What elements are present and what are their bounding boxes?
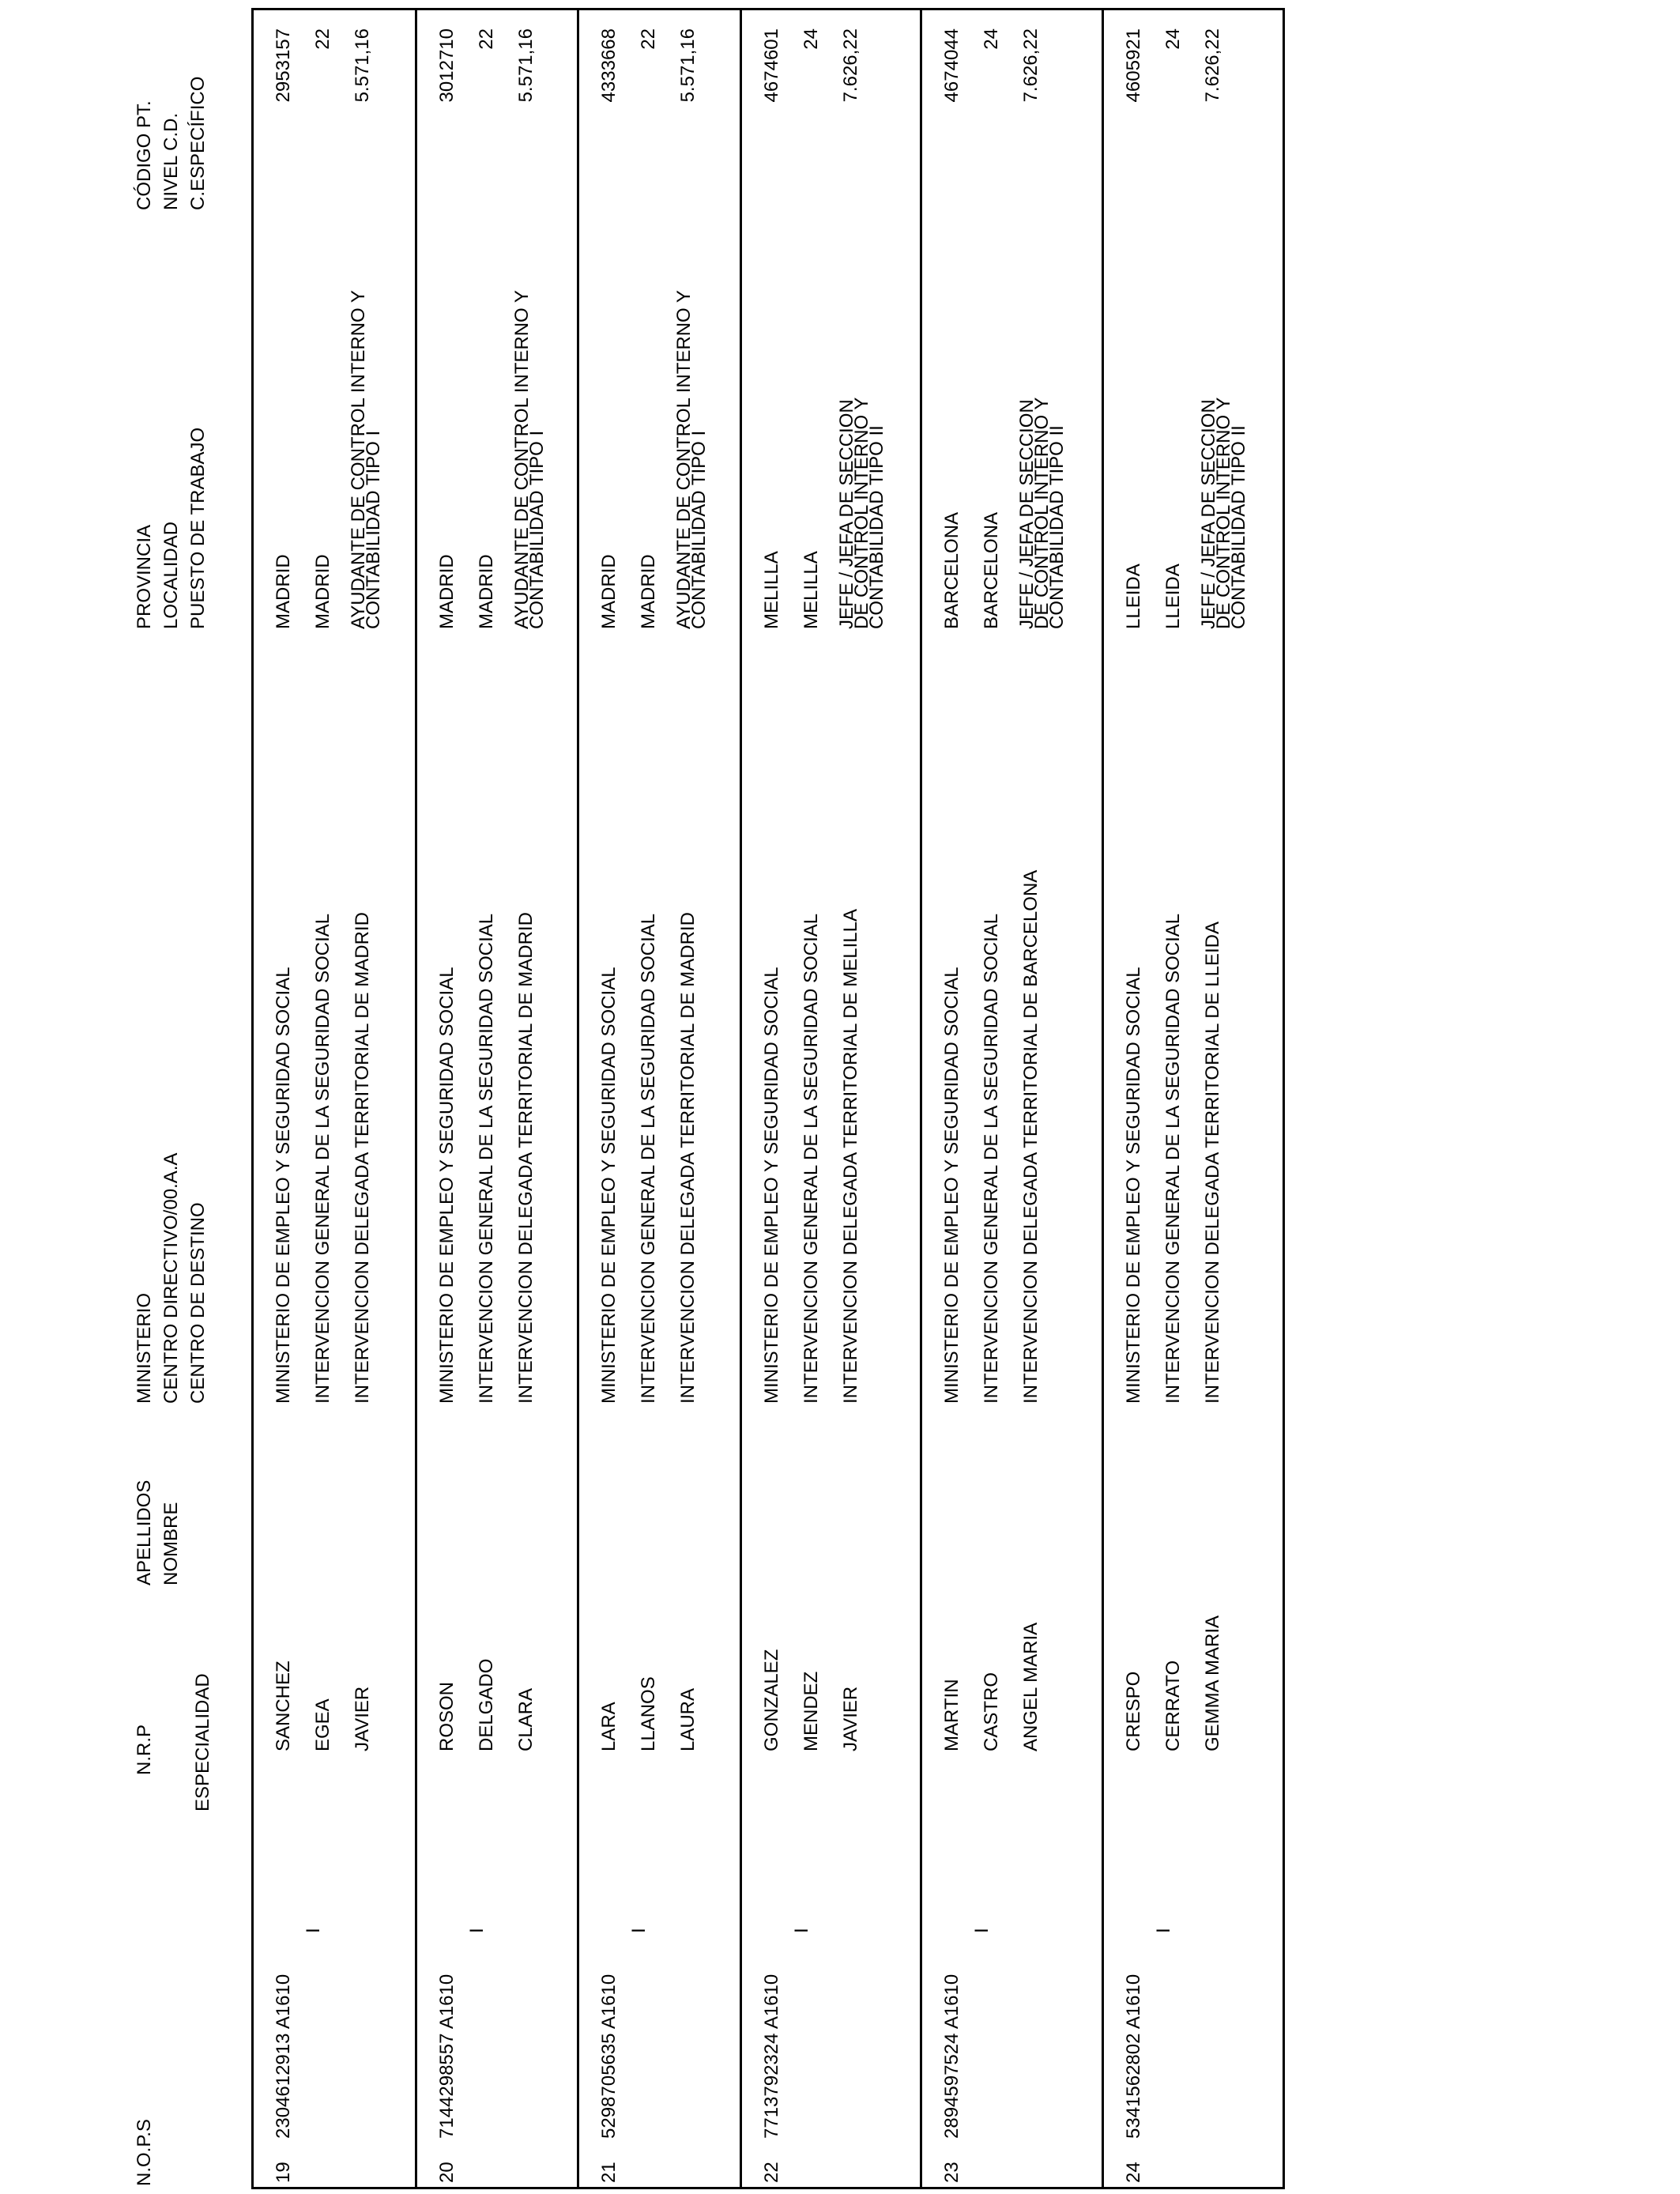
- header-codigo: CÓDIGO PT.: [134, 100, 155, 210]
- cell-centro-destino: INTERVENCION DELEGADA TERRITORIAL DE MELILLA: [840, 909, 861, 1404]
- cell-codigo: 4674044: [941, 28, 962, 103]
- cell-especifico: 7.626,22: [1202, 28, 1223, 103]
- cell-especifico: 5.571,16: [515, 28, 537, 103]
- cell-especialidad: I: [971, 1928, 993, 1933]
- cell-apellido2: CASTRO: [981, 1672, 1002, 1751]
- header-centro-destino: CENTRO DE DESTINO: [187, 1202, 209, 1404]
- row-separator: [415, 8, 417, 2189]
- cell-nombre: CLARA: [515, 1687, 537, 1751]
- cell-apellido2: DELGADO: [476, 1658, 497, 1751]
- cell-nombre: JAVIER: [840, 1686, 861, 1751]
- cell-puesto: AYUDANTE DE CONTROL INTERNO Y CONTABILIDAD TIPO I: [348, 290, 384, 629]
- header-nombre: NOMBRE: [160, 1502, 182, 1585]
- cell-provincia: LLEIDA: [1123, 564, 1144, 629]
- cell-especialidad: I: [1153, 1928, 1174, 1933]
- header-localidad: LOCALIDAD: [160, 521, 182, 629]
- cell-localidad: MADRID: [312, 554, 333, 629]
- cell-nrp: 2894597524 A1610: [941, 1973, 962, 2139]
- cell-especialidad: I: [466, 1928, 488, 1933]
- cell-especifico: 5.571,16: [352, 28, 373, 103]
- cell-apellido1: SANCHEZ: [273, 1661, 294, 1751]
- cell-centro-destino: INTERVENCION DELEGADA TERRITORIAL DE MADRID: [352, 912, 373, 1404]
- row-separator: [920, 8, 922, 2189]
- cell-puesto: AYUDANTE DE CONTROL INTERNO Y CONTABILIDAD TIPO I: [673, 290, 710, 629]
- cell-especifico: 7.626,22: [1020, 28, 1042, 103]
- cell-nrp: 5341562802 A1610: [1123, 1973, 1144, 2139]
- cell-nombre: JAVIER: [352, 1686, 373, 1751]
- header-puesto: PUESTO DE TRABAJO: [187, 427, 209, 629]
- cell-nombre: ANGEL MARIA: [1020, 1622, 1042, 1751]
- cell-nops: 20: [436, 2162, 458, 2183]
- table-border-top: [251, 8, 254, 2189]
- cell-nops: 24: [1123, 2162, 1144, 2183]
- cell-centro-destino: INTERVENCION DELEGADA TERRITORIAL DE BARCELONA: [1020, 869, 1042, 1404]
- cell-apellido1: MARTIN: [941, 1679, 962, 1751]
- cell-nivel: 24: [800, 28, 822, 50]
- cell-apellido2: MENDEZ: [800, 1671, 822, 1751]
- cell-puesto: JEFE / JEFA DE SECCION DE CONTROL INTERNO Y CONTABILIDAD TIPO II: [1198, 398, 1249, 629]
- cell-ministerio: MINISTERIO DE EMPLEO Y SEGURIDAD SOCIAL: [436, 967, 458, 1404]
- cell-especifico: 5.571,16: [677, 28, 699, 103]
- cell-codigo: 4333668: [598, 28, 620, 103]
- cell-nops: 19: [273, 2162, 294, 2183]
- cell-apellido1: ROSON: [436, 1681, 458, 1751]
- cell-centro-directivo: INTERVENCION GENERAL DE LA SEGURIDAD SOCIAL: [981, 913, 1002, 1404]
- cell-ministerio: MINISTERIO DE EMPLEO Y SEGURIDAD SOCIAL: [761, 967, 782, 1404]
- cell-nombre: GEMMA MARIA: [1202, 1615, 1223, 1751]
- cell-nrp: 7144298557 A1610: [436, 1973, 458, 2139]
- cell-centro-directivo: INTERVENCION GENERAL DE LA SEGURIDAD SOCIAL: [312, 913, 333, 1404]
- cell-apellido1: CRESPO: [1123, 1671, 1144, 1751]
- cell-localidad: BARCELONA: [981, 511, 1002, 629]
- cell-provincia: MELILLA: [761, 551, 782, 629]
- cell-centro-destino: INTERVENCION DELEGADA TERRITORIAL DE LLEIDA: [1202, 922, 1223, 1404]
- header-apellidos: APELLIDOS: [134, 1480, 155, 1585]
- row-separator: [740, 8, 742, 2189]
- table-border-right: [251, 8, 1285, 10]
- header-provincia: PROVINCIA: [134, 524, 155, 629]
- cell-centro-destino: INTERVENCION DELEGADA TERRITORIAL DE MADRID: [515, 912, 537, 1404]
- header-ministerio: MINISTERIO: [134, 1292, 155, 1404]
- header-especialidad: ESPECIALIDAD: [192, 1673, 213, 1811]
- table-border-bottom: [1283, 8, 1285, 2189]
- cell-nivel: 24: [981, 28, 1002, 50]
- cell-nivel: 22: [476, 28, 497, 50]
- cell-especialidad: I: [791, 1928, 812, 1933]
- cell-puesto: AYUDANTE DE CONTROL INTERNO Y CONTABILIDAD TIPO I: [511, 290, 548, 629]
- cell-especialidad: I: [303, 1928, 324, 1933]
- cell-ministerio: MINISTERIO DE EMPLEO Y SEGURIDAD SOCIAL: [598, 967, 620, 1404]
- cell-puesto: JEFE / JEFA DE SECCION DE CONTROL INTERNO Y CONTABILIDAD TIPO II: [1016, 398, 1068, 629]
- cell-nops: 23: [941, 2162, 962, 2183]
- cell-apellido2: CERRATO: [1162, 1660, 1184, 1751]
- cell-codigo: 4674601: [761, 28, 782, 103]
- cell-nrp: 7713792324 A1610: [761, 1973, 782, 2139]
- cell-localidad: LLEIDA: [1162, 564, 1184, 629]
- cell-centro-directivo: INTERVENCION GENERAL DE LA SEGURIDAD SOCIAL: [476, 913, 497, 1404]
- cell-localidad: MELILLA: [800, 551, 822, 629]
- cell-codigo: 2953157: [273, 28, 294, 103]
- cell-especifico: 7.626,22: [840, 28, 861, 103]
- cell-puesto: JEFE / JEFA DE SECCION DE CONTROL INTERNO Y CONTABILIDAD TIPO II: [836, 398, 887, 629]
- header-especifico: C.ESPECÍFICO: [187, 76, 209, 210]
- cell-nivel: 24: [1162, 28, 1184, 50]
- cell-ministerio: MINISTERIO DE EMPLEO Y SEGURIDAD SOCIAL: [941, 967, 962, 1404]
- cell-ministerio: MINISTERIO DE EMPLEO Y SEGURIDAD SOCIAL: [273, 967, 294, 1404]
- header-nivel: NIVEL C.D.: [160, 112, 182, 210]
- cell-codigo: 4605921: [1123, 28, 1144, 103]
- cell-nivel: 22: [638, 28, 659, 50]
- header-centro-directivo: CENTRO DIRECTIVO/00.A.A: [160, 1152, 182, 1404]
- cell-centro-directivo: INTERVENCION GENERAL DE LA SEGURIDAD SOCIAL: [638, 913, 659, 1404]
- cell-nivel: 22: [312, 28, 333, 50]
- cell-especialidad: I: [628, 1928, 650, 1933]
- cell-provincia: MADRID: [598, 554, 620, 629]
- cell-apellido2: EGEA: [312, 1698, 333, 1751]
- cell-centro-destino: INTERVENCION DELEGADA TERRITORIAL DE MADRID: [677, 912, 699, 1404]
- header-nrp: N.R.P: [134, 1724, 155, 1775]
- cell-nops: 22: [761, 2162, 782, 2183]
- cell-nombre: LAURA: [677, 1687, 699, 1751]
- row-separator: [1102, 8, 1104, 2189]
- cell-nrp: 2304612913 A1610: [273, 1973, 294, 2139]
- cell-nops: 21: [598, 2162, 620, 2183]
- cell-provincia: BARCELONA: [941, 511, 962, 629]
- cell-centro-directivo: INTERVENCION GENERAL DE LA SEGURIDAD SOCIAL: [1162, 913, 1184, 1404]
- table-border-left: [251, 2187, 1285, 2189]
- cell-nrp: 5298705635 A1610: [598, 1973, 620, 2139]
- cell-ministerio: MINISTERIO DE EMPLEO Y SEGURIDAD SOCIAL: [1123, 967, 1144, 1404]
- header-nops: N.O.P.S: [134, 2119, 155, 2186]
- row-separator: [577, 8, 579, 2189]
- cell-provincia: MADRID: [273, 554, 294, 629]
- cell-centro-directivo: INTERVENCION GENERAL DE LA SEGURIDAD SOCIAL: [800, 913, 822, 1404]
- cell-localidad: MADRID: [638, 554, 659, 629]
- cell-codigo: 3012710: [436, 28, 458, 103]
- cell-apellido2: LLANOS: [638, 1676, 659, 1751]
- cell-provincia: MADRID: [436, 554, 458, 629]
- cell-apellido1: LARA: [598, 1702, 620, 1751]
- cell-localidad: MADRID: [476, 554, 497, 629]
- cell-apellido1: GONZALEZ: [761, 1649, 782, 1751]
